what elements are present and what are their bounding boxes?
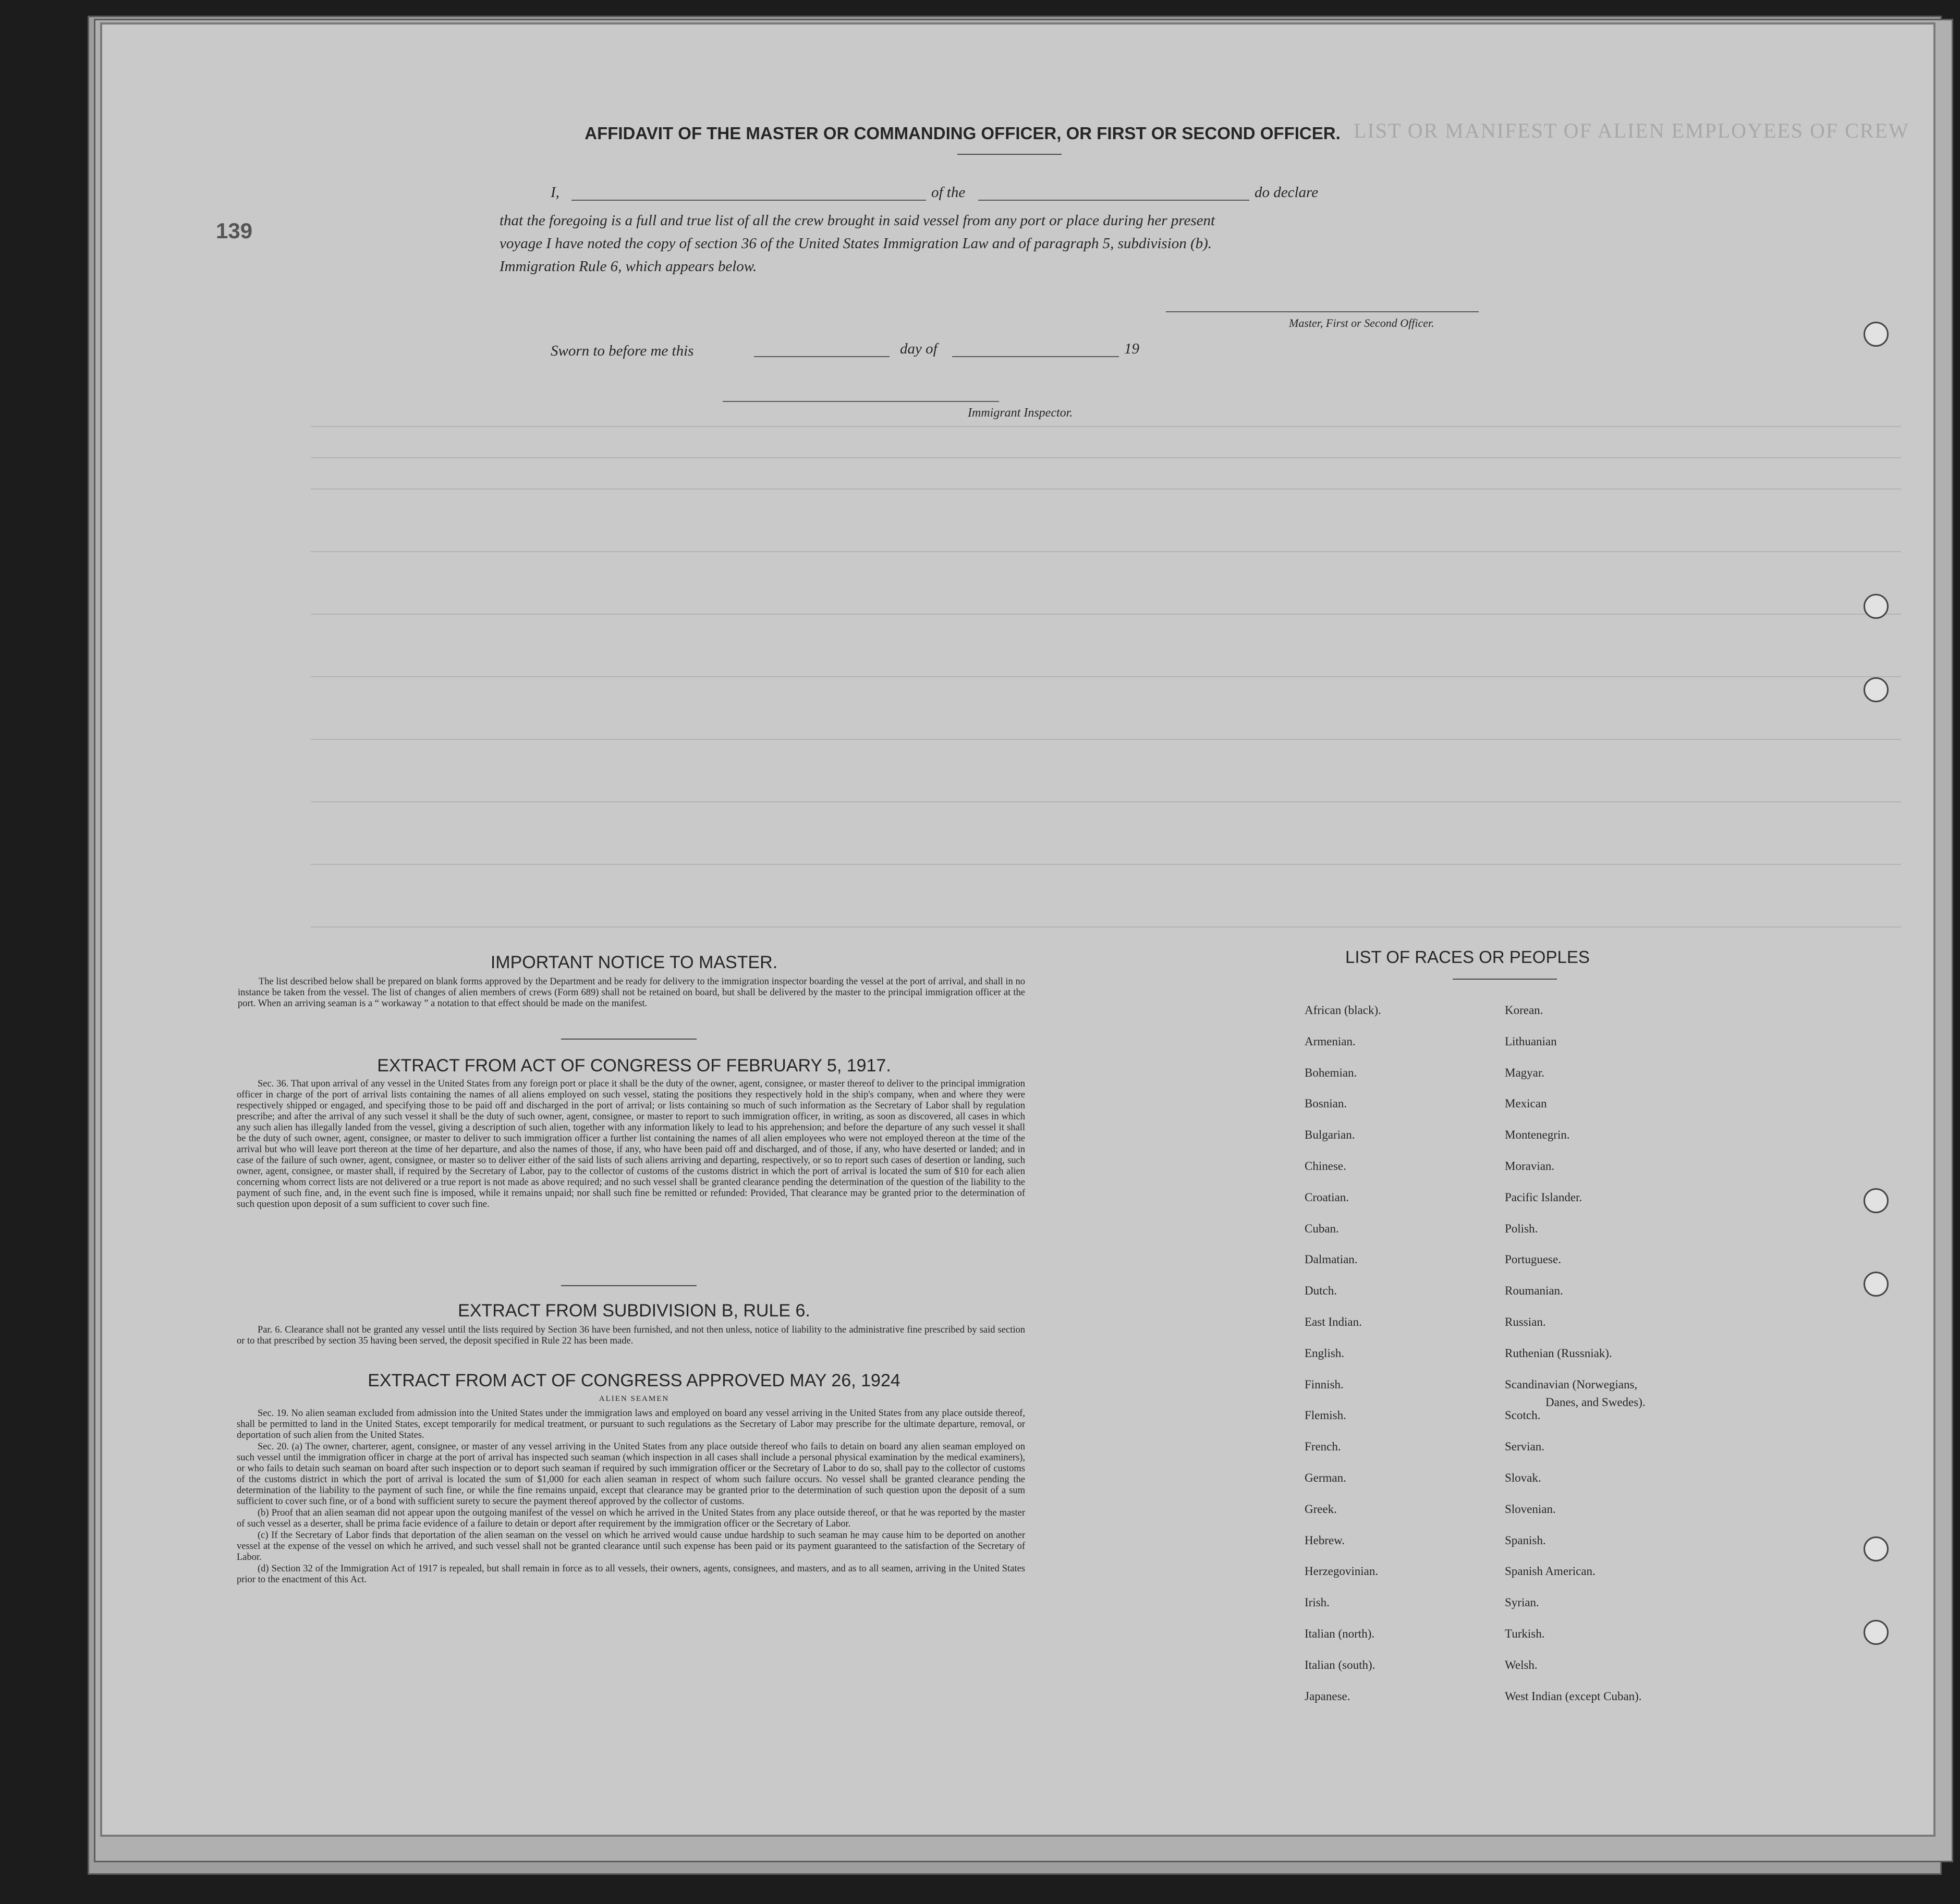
- inspector-label: Immigrant Inspector.: [968, 406, 1073, 420]
- binder-hole: [1864, 1272, 1889, 1297]
- race-item: Roumanian.: [1505, 1284, 1563, 1297]
- binder-hole: [1864, 677, 1889, 702]
- section-20d-paragraph: (d) Section 32 of the Immigration Act of 1917 is repealed, but shall remain in force as to all vessels, their owners, agents, consignees, and masters, and as to all seamen, arriving in the United States prior to the enactment of this Act.: [237, 1564, 1025, 1585]
- bleed-through-rule: [311, 739, 1901, 740]
- race-item-continuation: Danes, and Swedes).: [1545, 1396, 1646, 1409]
- race-item: Japanese.: [1305, 1690, 1350, 1703]
- race-item: Herzegovinian.: [1305, 1565, 1379, 1578]
- sworn-month-line: [952, 356, 1119, 357]
- binder-hole: [1864, 1620, 1889, 1645]
- race-item: West Indian (except Cuban).: [1505, 1690, 1642, 1703]
- race-item: Scotch.: [1505, 1409, 1541, 1422]
- race-item: Hebrew.: [1305, 1534, 1345, 1547]
- race-item: Armenian.: [1305, 1035, 1356, 1048]
- race-item: Pacific Islander.: [1505, 1191, 1582, 1204]
- binder-hole: [1864, 322, 1889, 347]
- affidavit-line-3: voyage I have noted the copy of section 36 of the United States Immigration Law and of paragraph 5, subdivision (b).: [500, 235, 1212, 252]
- race-item: English.: [1305, 1347, 1345, 1360]
- section-36-paragraph: Sec. 36. That upon arrival of any vessel in the United States from any foreign port or place it shall be the duty of the owner, agent, consignee, or master thereof to deliver to the principal immigration officer in charge of the port of arrival lists containing the names of all aliens employed on such vessel, stating the positions they respectively hold in the ship's company, when and where they were respectively shipped or engaged, and specifying those to be paid off and discharged in the port of arrival; or lists containing so much of such information as the Secretary of Labor shall by regulation prescribe; and after the arrival of any such vessel it shall be the duty of such owner, agent, consignee, or master to report to such immigration officer, in writing, as soon as discovered, all cases in which any such alien has illegally landed from the vessel, giving a description of such alien, together with any information likely to lead to his apprehension; and before the departure of any such vessel it shall be the duty of such owner, agent, consignee, or master to deliver to such immigration officer a further list containing the names of all alien employees who were not employed thereon at the time of the arrival but who will leave port thereon at the time of her departure, and also the names of those, if any, who have been paid off and discharged, and of those, if any, who have deserted or landed; and in case of the failure of such owner, agent, consignee, or master so to deliver either of the said lists of such aliens arriving and departing, respectively, or so to report such cases of desertion or landing, such owner, agent, consignee, or master shall, if required by the Secretary of Labor, pay to the collector of customs of the customs district in which the port of arrival is located the sum of $10 for each alien concerning whom correct lists are not delivered or a true report is not made as above required; and no such vessel shall be granted clearance pending the determination of the question of the liability to the payment of such fine, and, in the event such fine is imposed, while it remains unpaid; nor shall such fine be remitted or refunded: Provided, That clearance may be granted prior to the determination of such question upon deposit of a sum sufficient to cover such fine.: [237, 1079, 1025, 1210]
- race-item: African (black).: [1305, 1004, 1381, 1017]
- race-item: Chinese.: [1305, 1160, 1346, 1173]
- race-item: Lithuanian: [1505, 1035, 1557, 1048]
- race-item: Greek.: [1305, 1503, 1337, 1516]
- extract-rule6-text: [237, 1325, 1025, 1347]
- divider: [561, 1039, 697, 1040]
- race-item: East Indian.: [1305, 1315, 1362, 1328]
- affidavit-i: I,: [551, 184, 559, 201]
- race-item: Scandinavian (Norwegians,: [1505, 1378, 1638, 1391]
- extract-1924-subtitle: ALIEN SEAMEN: [599, 1395, 669, 1403]
- section-20b-paragraph: (b) Proof that an alien seaman did not appear upon the outgoing manifest of the vessel on which he arrived in the United States from any place outside thereof, or that he was reported by the master of such vessel as a deserter, shall be prima facie evidence of a failure to detain or deport after requirement by the immigration officer or the Secretary of Labor.: [237, 1508, 1025, 1529]
- race-item: Magyar.: [1505, 1066, 1545, 1079]
- race-item: Italian (north).: [1305, 1627, 1375, 1640]
- document-page: [100, 22, 1935, 1837]
- race-item: Spanish American.: [1505, 1565, 1596, 1578]
- notice-title: IMPORTANT NOTICE TO MASTER.: [490, 953, 778, 972]
- vessel-line: [978, 200, 1249, 201]
- inspector-signature-line: [723, 401, 999, 402]
- bleed-through-rule: [311, 551, 1901, 552]
- race-item: Italian (south).: [1305, 1658, 1375, 1671]
- race-item: Dutch.: [1305, 1284, 1337, 1297]
- extract-rule6-title: EXTRACT FROM SUBDIVISION B, RULE 6.: [458, 1301, 810, 1321]
- affidavit-of-the: of the: [931, 184, 966, 201]
- extract-1917-text: [237, 1079, 1025, 1211]
- name-line: [571, 200, 926, 201]
- race-item: Polish.: [1505, 1222, 1538, 1235]
- race-item: Irish.: [1305, 1596, 1330, 1609]
- affidavit-line-4: Immigration Rule 6, which appears below.: [500, 258, 757, 275]
- race-item: Cuban.: [1305, 1222, 1339, 1235]
- race-item: German.: [1305, 1471, 1346, 1484]
- section-19-paragraph: Sec. 19. No alien seaman excluded from admission into the United States under the immigration laws and employed on board any vessel arriving in the United States from any place outside thereof, shall be permitted to land in the United States, except temporarily for medical treatment, or pursuant to such regulations as the Secretary of Labor may prescribe for the ultimate departure, removal, or deportation of such alien from the United States.: [237, 1408, 1025, 1441]
- bleed-through-rule: [311, 676, 1901, 677]
- race-item: Ruthenian (Russniak).: [1505, 1347, 1612, 1360]
- master-signature-line: [1166, 311, 1479, 312]
- race-item: Korean.: [1505, 1004, 1543, 1017]
- race-item: Turkish.: [1505, 1627, 1545, 1640]
- race-item: Dalmatian.: [1305, 1253, 1358, 1266]
- race-item: Mexican: [1505, 1097, 1547, 1110]
- divider: [957, 154, 1062, 155]
- year-prefix: 19: [1124, 340, 1139, 357]
- race-item: Slovak.: [1505, 1471, 1541, 1484]
- race-item: Slovenian.: [1505, 1503, 1556, 1516]
- margin-mark: 139: [216, 218, 253, 243]
- bleed-through-rule: [311, 614, 1901, 615]
- race-item: Bohemian.: [1305, 1066, 1357, 1079]
- affidavit-line-2: that the foregoing is a full and true list of all the crew brought in said vessel from any port or place during her present: [500, 212, 1215, 229]
- notice-text: [238, 977, 1025, 1010]
- race-item: Montenegrin.: [1505, 1128, 1570, 1141]
- bleed-through-rule: [311, 489, 1901, 490]
- affidavit-declare: do declare: [1255, 184, 1319, 201]
- bleed-through-rule: [311, 926, 1901, 927]
- bleed-through-rule: [311, 426, 1901, 427]
- race-item: Russian.: [1505, 1315, 1546, 1328]
- affidavit-title: AFFIDAVIT OF THE MASTER OR COMMANDING OFFICER, OR FIRST OR SECOND OFFICER.: [585, 124, 1341, 143]
- binder-hole: [1864, 1536, 1889, 1561]
- section-20c-paragraph: (c) If the Secretary of Labor finds that deportation of the alien seaman on the vessel on which he arrived would cause undue hardship to such seaman he may cause him to be deported on another vessel at the expense of the vessel on which he arrived, and such vessel shall not be granted clearance until such expense has been paid or its payment guaranteed to the satisfaction of the Secretary of Labor.: [237, 1530, 1025, 1563]
- bleed-through-rule: [311, 801, 1901, 802]
- race-item: French.: [1305, 1440, 1341, 1453]
- notice-paragraph: The list described below shall be prepared on blank forms approved by the Department and be ready for delivery to the immigration inspector boarding the vessel at the port of arrival, and shall in no instance be taken from the vessel. The list of changes of alien members of crews (Form 689) shall not be retained on board, but shall be delivered by the master to the principal immigration officer at the port. When an arriving seaman is a “ workaway ” a notation to that effect should be made on the manifest.: [238, 977, 1025, 1009]
- rule-6-paragraph: Par. 6. Clearance shall not be granted any vessel until the lists required by Section 36 have been furnished, and not then unless, notice of liability to the administrative fine prescribed by said section or to that prescribed by section 35 having been served, the deposit specified in Rule 22 has been made.: [237, 1325, 1025, 1346]
- bleed-through-rule: [311, 457, 1901, 458]
- races-title: LIST OF RACES OR PEOPLES: [1345, 947, 1590, 967]
- race-item: Welsh.: [1505, 1658, 1538, 1671]
- binder-hole: [1864, 594, 1889, 619]
- race-item: Bosnian.: [1305, 1097, 1347, 1110]
- race-item: Moravian.: [1505, 1160, 1555, 1173]
- divider: [561, 1285, 697, 1286]
- bleed-through-rule: [311, 864, 1901, 865]
- day-of-label: day of: [900, 340, 938, 357]
- extract-1924-title: EXTRACT FROM ACT OF CONGRESS APPROVED MAY 26, 1924: [368, 1371, 900, 1390]
- race-item: Syrian.: [1505, 1596, 1539, 1609]
- sworn-label: Sworn to before me this: [551, 343, 694, 359]
- master-signature-label: Master, First or Second Officer.: [1289, 316, 1434, 329]
- binder-hole: [1864, 1188, 1889, 1213]
- race-item: Finnish.: [1305, 1378, 1344, 1391]
- race-item: Spanish.: [1505, 1534, 1546, 1547]
- bleed-through-title: LIST OR MANIFEST OF ALIEN EMPLOYEES OF CREW: [1354, 119, 1909, 142]
- extract-1924-text: [237, 1408, 1025, 1586]
- race-item: Bulgarian.: [1305, 1128, 1355, 1141]
- race-item: Croatian.: [1305, 1191, 1349, 1204]
- sworn-day-line: [754, 356, 890, 357]
- section-20a-paragraph: Sec. 20. (a) The owner, charterer, agent, consignee, or master of any vessel arriving in the United States from any place outside thereof who fails to detain on board any alien seaman employed on such vessel until the immigration officer in charge at the port of arrival has inspected such seaman (which inspection in all cases shall include a personal physical examination by the medical examiners), or who fails to detain such seaman on board after such inspection or to deport such seaman if required by such immigration officer or the Secretary of Labor to do so, shall pay to the collector of customs of the customs district in which the port of arrival is located the sum of $1,000 for each alien seaman in respect of whom such failure occurs. No vessel shall be granted clearance pending the determination of the liability to the payment of such fine, or while the fine remains unpaid, except that clearance may be granted prior to the determination of such question upon the deposit of a sum sufficient to cover such fine, or of a bond with sufficient surety to secure the payment thereof approved by the collector of customs.: [237, 1442, 1025, 1507]
- race-item: Flemish.: [1305, 1409, 1346, 1422]
- extract-1917-title: EXTRACT FROM ACT OF CONGRESS OF FEBRUARY 5, 1917.: [377, 1056, 891, 1076]
- race-item: Servian.: [1505, 1440, 1545, 1453]
- race-item: Portuguese.: [1505, 1253, 1561, 1266]
- divider: [1453, 979, 1557, 980]
